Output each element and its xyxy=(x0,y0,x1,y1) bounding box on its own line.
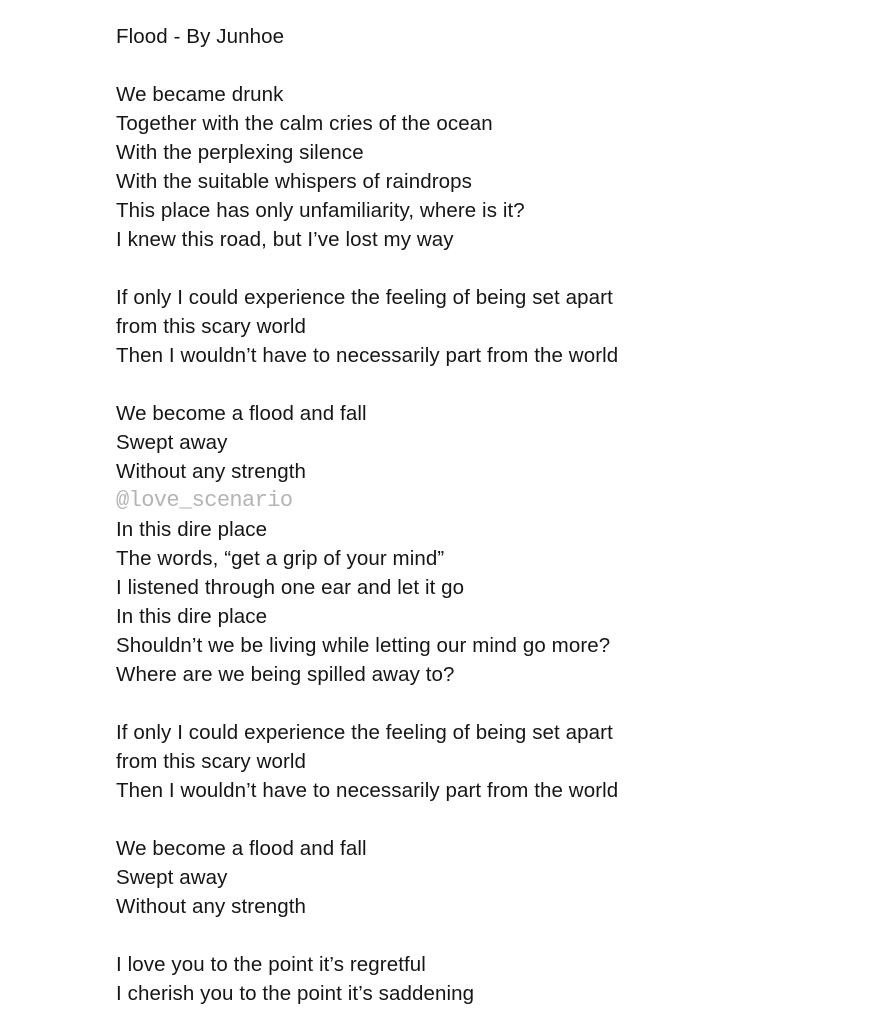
lyric-line: We become a flood and fall xyxy=(116,837,367,860)
lyric-line: Without any strength xyxy=(116,895,307,918)
lyric-line: from this scary world xyxy=(116,315,307,338)
lyric-line: from this scary world xyxy=(116,750,307,773)
lyric-line: Then I wouldn’t have to necessarily part from the world xyxy=(116,344,619,367)
lyric-line: If only I could experience the feeling of being set apart xyxy=(116,286,613,309)
poem-text xyxy=(116,22,618,1008)
stanza-spacer xyxy=(116,254,618,283)
lyric-line: We become a flood and fall xyxy=(116,402,367,425)
stanza-spacer xyxy=(116,370,618,399)
lyric-line: I listened through one ear and let it go xyxy=(116,576,465,599)
lyric-line: Swept away xyxy=(116,866,228,889)
lyric-line: If only I could experience the feeling of being set apart xyxy=(116,721,613,744)
stanza-spacer xyxy=(116,921,618,950)
watermark-handle: @love_scenario xyxy=(116,488,293,513)
lyric-line: I knew this road, but I’ve lost my way xyxy=(116,228,454,251)
lyric-line: In this dire place xyxy=(116,518,268,541)
lyric-line: Shouldn’t we be living while letting our mind go more? xyxy=(116,634,611,657)
lyric-line: I cherish you to the point it’s saddening xyxy=(116,982,475,1005)
lyric-line: We became drunk xyxy=(116,83,284,106)
lyric-line: The words, “get a grip of your mind” xyxy=(116,547,445,570)
lyric-line: In this dire place xyxy=(116,605,268,628)
stanza-spacer xyxy=(116,689,618,718)
stanza-spacer xyxy=(116,51,618,80)
poem-title: Flood - By Junhoe xyxy=(116,25,285,48)
lyric-line: With the suitable whispers of raindrops xyxy=(116,170,472,193)
lyric-line: Swept away xyxy=(116,431,228,454)
stanza-spacer xyxy=(116,805,618,834)
lyric-line: With the perplexing silence xyxy=(116,141,364,164)
lyric-line: Then I wouldn’t have to necessarily part from the world xyxy=(116,779,619,802)
lyric-line: Without any strength xyxy=(116,460,307,483)
lyric-line: This place has only unfamiliarity, where is it? xyxy=(116,199,525,222)
lyric-line: Where are we being spilled away to? xyxy=(116,663,455,686)
lyric-line: I love you to the point it’s regretful xyxy=(116,953,426,976)
lyric-line: Together with the calm cries of the ocean xyxy=(116,112,493,135)
